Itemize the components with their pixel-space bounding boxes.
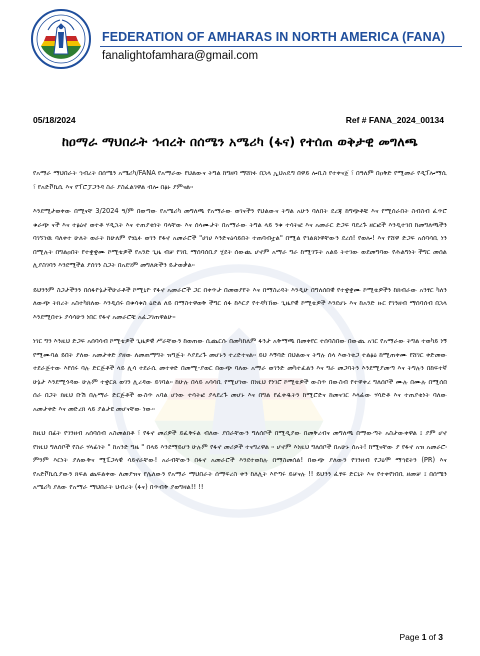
body-paragraph: ይህንንም ስጋታችንን በሰፋዮኔታችሁራቶች ኮሚኒዮ የፋኖ አመራሮች ጋር በቀጥታ በመወያየት እና በማስረዳት እንዲሁ በግለሰበዊ የተቋቋሙ ኮሚቴዎችን ከክብራው አንፃር ካለን ለውጭ ትክረት አስተካክለው እንዲሰሩ በቁሳቁስ ዕድል ለይ በማስተዋወቅ ችግር ሰፋ ከእርያ የተዳካኸው ጊዜያዊ ኮሚቴዎች እንደሆኑ እና ከአንድ ዙር የገንዘብ ማሰባሰብ በኋላ እንደሚበተኑ ያሳሳሁን ነበር የፋኖ አመራሮቹ አፈጋገጠዋልሁ።	[33, 285, 447, 321]
page-prefix: Page	[399, 632, 420, 642]
letterhead	[22, 6, 462, 78]
page-number	[399, 632, 443, 642]
page-total: 3	[438, 632, 443, 642]
body-paragraph: የአማራ ማህበራት ኅብረት በሰሜን አሜሪካ/FANA የአማራው የህልውና ትግል ከግዘባ ማሸነፉ በኋላ ኢህአዴግ በዋይ ሎቢስ የተቀናጀ ፣ በዓለም በዐቅድ የሚመራ የዲፕሎማሲ ፣ የአድቮኬሲ እና የፕሮፓጋንዳ ስራ ያስፈልገዋል ብሎ በፅኑ ያምናል።	[33, 169, 447, 191]
reference-number: Ref # FANA_2024_00134	[345, 115, 444, 125]
document-title: ከዐማራ ማህበራት ኅብረት በሰሜን አሜሪካ (ፋና) የተሰጠ ወቅታዊ መግለጫ	[61, 134, 419, 149]
page-of: of	[428, 632, 436, 642]
organization-email: fanalightofamhara@gmail.com	[102, 50, 259, 62]
document-body	[33, 167, 447, 506]
organization-name: FEDERATION OF AMHARAS IN NORTH AMERICA (FANA)	[102, 30, 446, 44]
page-current: 1	[421, 632, 427, 642]
header-divider	[100, 46, 462, 47]
fana-logo-icon	[30, 8, 92, 70]
document-date: 05/18/2024	[33, 115, 76, 125]
body-paragraph: ከዚህ በፊት የገንዘብ አሰባሰብ አስመልክቶ ፣ የፋኖ መሪዎች ይፈቅሩል ብለው ያበራቸውን ግለሰቦች በሚዲያው በመቅረብና መግለጫ በማውጣት አስታውቀዋል ፤ ያም ሆኖ የነዚህ ግለሰቦች የስራ ሃላፊነት " ከአንድ ግዜ " በላይ እንደማይሆን ሁሉም የፋኖ መሪዎች ተናግረዋል ። ሆኖም እነዚህ ግለሰቦች በአሁኑ ሰአት! ከሚናቸው ያ የፋኖ አዝ አመራሮ፡ ምንም እርነት ያለውቅና ሚፒጋላዊ ሳይኖራቸው! አራብቸውን በፋኖ አመራሮች እንደተወከሉ በማስመሰል! በውጭ ያለውን የገንዘብ የጋዕሞ ማኅዩትን (PR) እና የአድቮኬሲያውን ክፍል ጨፍልቀው ለመያዝና የሌለውን የአማራ ማህበራት ሰማፍረስ ቀን ከለሊት እየጣሩ ይቻናሉ !! ይህንን ፈፃፍ ድርኒት እና የተቀየነበቢ ዘመቻ ፤ በሰሜን አሜሪካ ያለው የአማራ ማህበራት ህብረት (ፋና) በጥብቅ ያወግዛል!! !!	[33, 429, 447, 491]
body-paragraph: ነገር ግን እንዚህ ድጋፍ አሰባሳብ ኮሚቴዎች ጊዜዎዊ ሥራቸውን ከወጠው ሲጨርሱ በመካከለም ፋንታ አቅማጫ በመቀየር ተሰባስበው በውጪ አገር የአማራው ትግል ተወካይ ነኝ የሚሙባል ይበት ያለው አመታቀድ ያዘው ለመጠማግት ዝግጅት እያደረጉ መሆኑን ተረድተናል። ይህ እኝባድ በህልውና ትግሉ ሰላ እውነቂጋ ተልፅዕ ከሚጠቀሙ የሸገር ቀድመው ተደራጅተው እየሰሩ ባሉ ድርጅቶች ላይ ሊሳ ተደራሲ መተቀድ በመሚ-ያወር በውጭ ባለው አማራ ወገንድ መካተፈልን እና ግራ መጋባትን እንደሚያመጣ እና ትግሉን በከፍተኛ ሁኔታ እንደሚጎዳው ሁሉም ተቋርጸ ወገን ሊረዳው ይገባል። ከሁሉ በላይ አሳሳቢ የሚሆነው በነዚህ የነገሮ ኮሚቴዎች ውስጥ በውስብ የተዋቀረ ግለሰቦች ሙሉ በሙሉ በሚሰበ ሰራ በጋት ክዚህ ቡሽ በሉማራ ድርጅቶች ውስጥ አባል ሆነው ተሳትፎ ያላደረጉ መሆኑ እና በግል የፈቀዱትን ከሚሮድና ከመናገር እላፊው ሃሳድቶ እና ተጠያቂነት ባለው አመታቀድ እና መድረክ ላይ ያልታዩ መሆናቸው ነው።	[33, 337, 447, 413]
body-paragraph: እንደሚታወቀው በሚናቸ 3/2024 ዓ/ም በወጣው የአሜሪካ መግለጫ የአማራው ወገናችን የህልውና ትግል አሁን ባለበት ደረጃ ከግጭቶቹ እና የሚሰራበት ስብስብ ፈጥሮ ቁራጭ ናች እና ተፅዕኖ ወተቶ ሃዲኋት እና ተጠያቂነት ባላቸው እና ሰላሙታት በአማራው ትግል ላይ ንቁ ተሳትፎ እና አመራር ድጋፍ ባደረጉ ዘርፎች እንዲተገበ ከመግለጫችን ባገኘነዉ ባለቀተ ሁለት ወራት ከሁለም የሄኒፉ ወገን የፋኖ አመራሮች "ሀገሀ እንድናዕሳይበት ተጠባብቷል" በሚል የገልጸነዋቸውን ደረሰ! የወሎ! እና የሸዋ ድጋፍ አሰባሳቢ ነን በሚሉት በግልዐበት የተቋቋሙ ኮሚቴዎች የአንድ ጊዜ ብቻ የገቢ ማሰባሰቢያ ሂደት ሰውጪ ሆኖም አማራ ግራ ከሚገኙት አልይ ትተገው ወደመግባው የሕልግነት ችግር መሰል ሊያስገባን እንደሚችል ያሰገን ስጋት በአደገም መግለጽችን ይታወቃል።	[33, 207, 447, 269]
